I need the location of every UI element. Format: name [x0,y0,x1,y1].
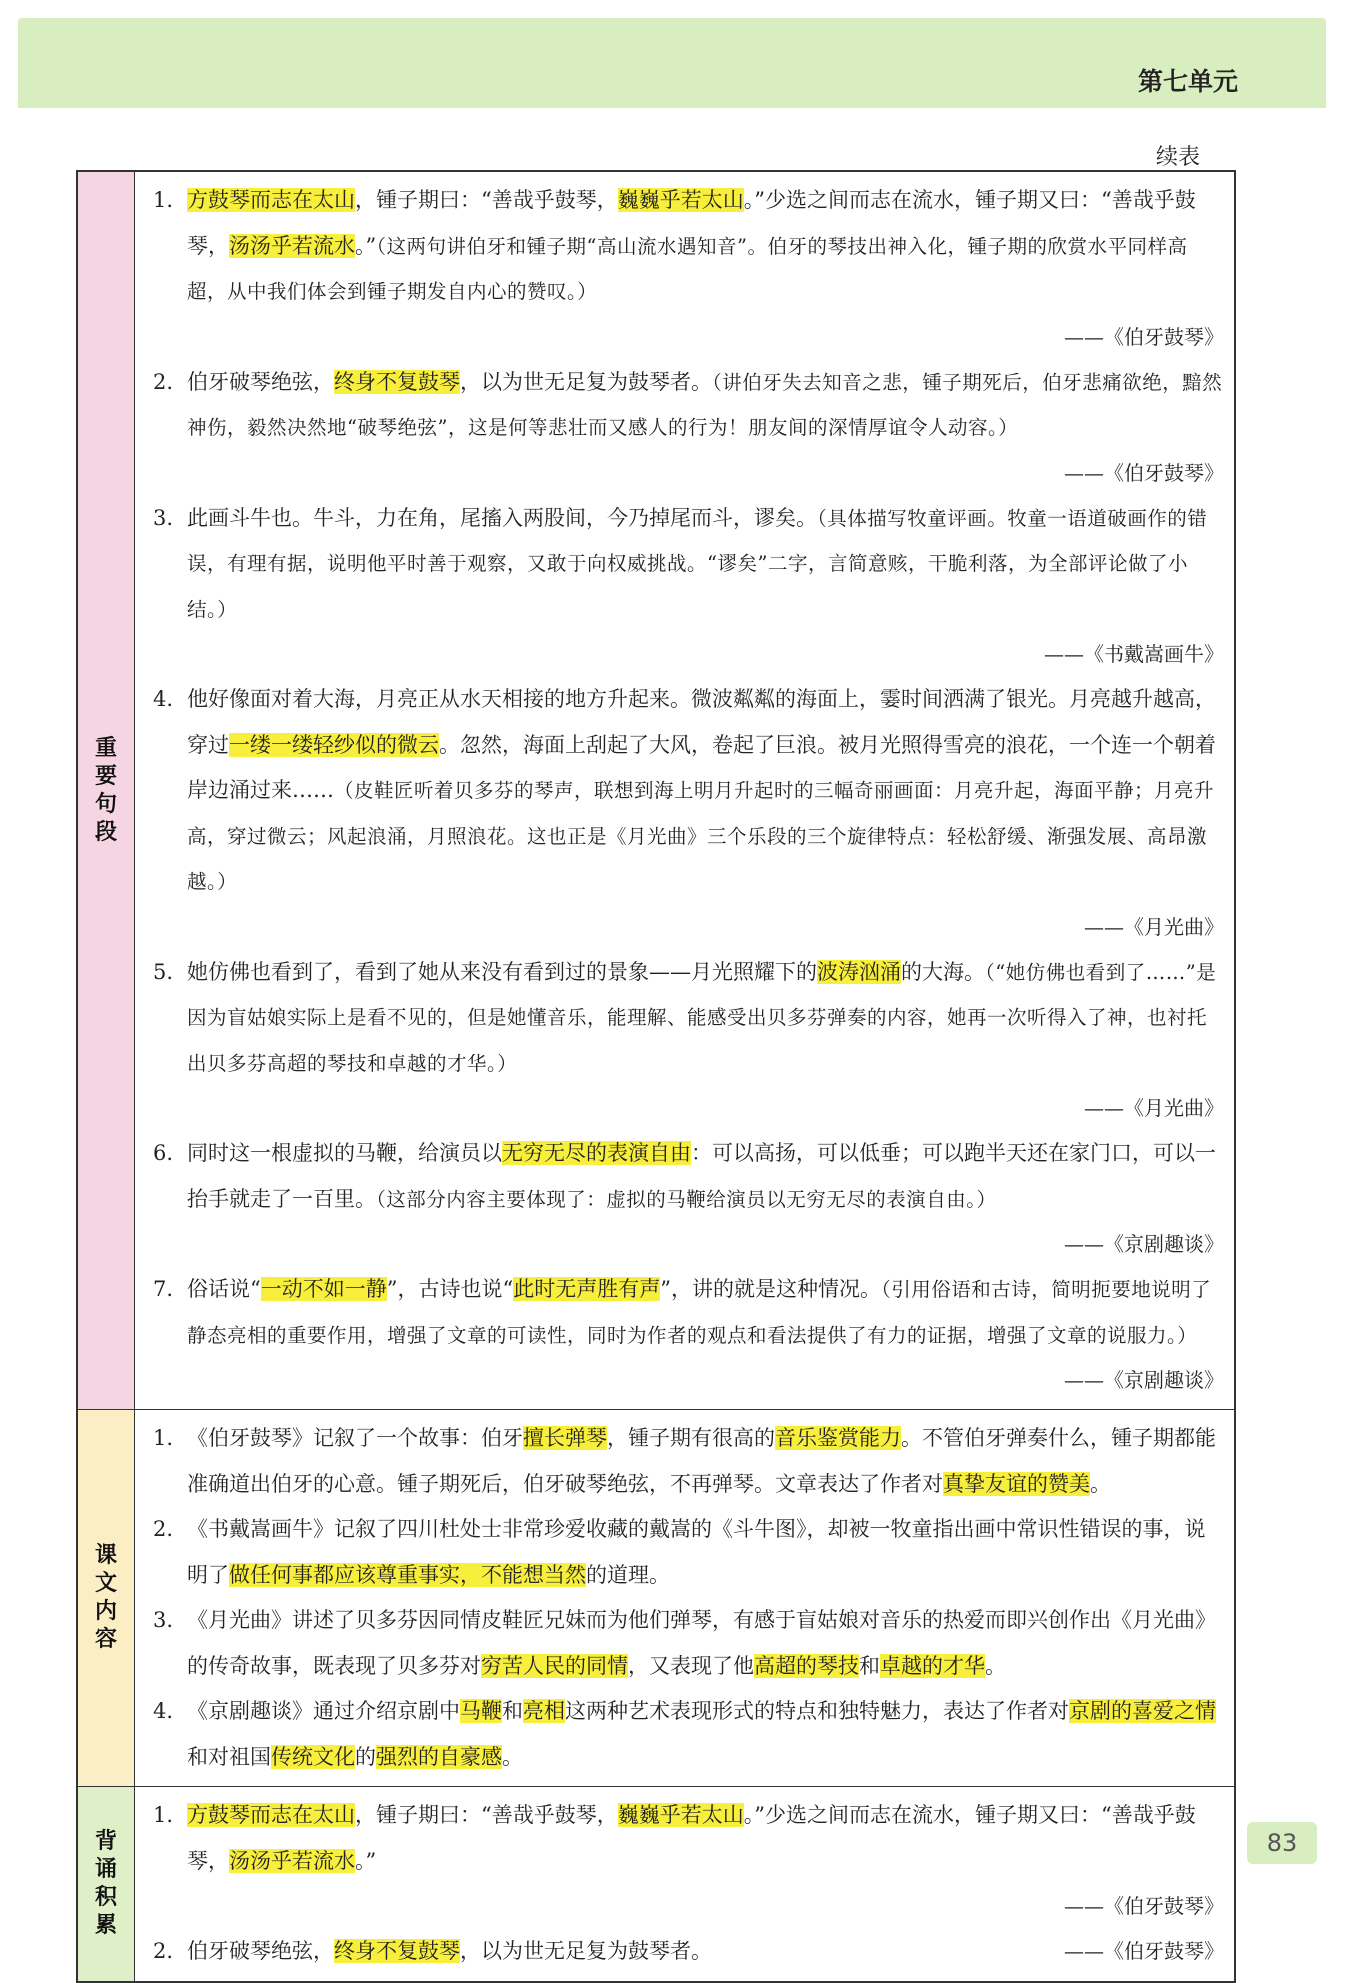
body-text: 和 [859,1653,880,1678]
item-number: 2. [153,369,174,394]
body-text: 和对祖国 [187,1744,271,1769]
body-text: 和 [502,1699,523,1723]
highlighted-text: 此时无声胜有声 [513,1277,661,1301]
body-text: 。”少选之间而志在流水，锺子期又曰：“善哉乎鼓琴， [187,188,1196,258]
annotation-text: （具体描写牧童评画。牧童一语道破画作的错误，有理有据，说明他平时善于观察，又敢于向权威挑战。“谬矣”二字，言简意赅，干脆利落，为全部评论做了小结。） [187,506,1208,621]
list-item [153,1598,1224,1689]
highlighted-text: 终身不复鼓琴 [334,369,460,394]
body-text: 伯牙破琴绝弦， [187,369,334,394]
highlighted-text: 无穷无尽的表演自由 [502,1141,691,1165]
body-text: ，锺子期有很高的 [607,1426,775,1450]
highlighted-text: 亮相 [523,1699,565,1723]
section-row-key-sentences [77,171,1235,1410]
section-row-text-content [77,1410,1235,1787]
item-number: 6. [153,1141,174,1165]
highlighted-text: 真挚友谊的赞美 [943,1471,1090,1496]
body-text: ，锺子期曰：“善哉乎鼓琴， [355,188,618,212]
highlighted-text: 一缕一缕轻纱似的微云 [229,732,439,757]
continued-label: 续表 [1155,145,1200,170]
unit-title: 第七单元 [1137,67,1238,96]
highlighted-text: 方鼓琴而志在太山 [187,1803,355,1827]
body-text: ，以为世无足复为鼓琴者。 [460,1939,712,1963]
annotation-text: （皮鞋匠听着贝多芬的琴声，联想到海上明月升起时的三幅奇丽画面：月亮升起，海面平静；月亮升高，穿过微云；风起浪涌，月照浪花。这也正是《月光曲》三个乐段的三个旋律特点：轻松舒缓、渐强发展、高昂激越。） [187,779,1215,893]
annotation-text: （这两句讲伯牙和锺子期“高山流水遇知音”。伯牙的琴技出神入化，锺子期的欣赏水平同样高超，从中我们体会到锺子期发自内心的赞叹。） [187,234,1188,303]
item-number: 3. [153,505,174,530]
highlighted-text: 高超的琴技 [754,1653,859,1678]
body-text: ，锺子期曰：“善哉乎鼓琴， [355,1803,618,1827]
body-text: 伯牙破琴绝弦， [187,1939,334,1963]
body-text: 。 [502,1744,523,1769]
highlighted-text: 传统文化 [271,1744,355,1769]
source-citation: ——《伯牙鼓琴》 [1064,324,1224,349]
list-item [153,1929,1224,1975]
body-text: 。”少选之间而志在流水，锺子期又曰：“善哉乎鼓琴， [187,1803,1196,1873]
list-item [153,496,1224,678]
body-text: ”，古诗也说“ [386,1277,514,1301]
list-item [153,360,1224,496]
body-text: ：可以高扬，可以低垂；可以跑半天还在家门口，可以一抬手就走了一百里。 [187,1141,1216,1211]
item-number: 3. [153,1608,174,1632]
list-item [153,950,1224,1132]
list-item [153,1131,1224,1267]
source-citation: ——《京剧趣谈》 [1064,1368,1224,1392]
body-text: 同时这一根虚拟的马鞭，给演员以 [187,1141,502,1165]
highlighted-text: 音乐鉴赏能力 [775,1426,901,1450]
highlighted-text: 终身不复鼓琴 [334,1939,460,1963]
source-citation: ——《京剧趣谈》 [1064,1232,1224,1256]
item-number: 4. [153,687,174,711]
item-number: 1. [153,188,174,212]
header-band [18,18,1326,108]
body-text: 。” [355,233,377,258]
highlighted-text: 京剧的喜爱之情 [1069,1699,1216,1723]
list-item [153,677,1224,950]
body-text: 《伯牙鼓琴》记叙了一个故事：伯牙 [187,1426,523,1450]
source-citation: ——《伯牙鼓琴》 [1064,460,1224,485]
highlighted-text: 汤汤乎若流水 [229,1848,355,1873]
page-number: 83 [1247,1822,1317,1864]
list-item [153,1689,1224,1780]
section-content [135,1787,1236,1982]
list-item [153,1416,1224,1507]
highlighted-text: 巍巍乎若太山 [617,1803,744,1827]
annotation-text: （“她仿佛也看到了……”是因为盲姑娘实际上是看不见的，但是她懂音乐，能理解、能感受出贝多芬弹奏的内容，她再一次听得入了神，也衬托出贝多芬高超的琴技和卓越的才华。） [187,960,1217,1075]
annotation-text: （讲伯牙失去知音之悲，锺子期死后，伯牙悲痛欲绝，黯然神伤，毅然决然地“破琴绝弦”，这是何等悲壮而又感人的行为！朋友间的深情厚谊令人动容。） [187,370,1223,439]
body-text: 《月光曲》讲述了贝多芬因同情皮鞋匠兄妹而为他们弹琴，有感于盲姑娘对音乐的热爱而即兴创作出《月光曲》的传奇故事，既表现了贝多芬对 [187,1608,1216,1678]
body-text: 《京剧趣谈》通过介绍京剧中 [187,1699,460,1723]
item-number: 2. [153,1517,174,1541]
body-text: 的道理。 [586,1562,670,1587]
item-number: 5. [153,959,174,984]
body-text: 的 [355,1744,376,1769]
body-text: 这两种艺术表现形式的特点和独特魅力，表达了作者对 [565,1699,1069,1723]
highlighted-text: 做任何事都应该尊重事实，不能想当然 [229,1562,586,1587]
body-text: 她仿佛也看到了，看到了她从来没有看到过的景象——月光照耀下的 [187,959,817,984]
highlighted-text: 强烈的自豪感 [376,1744,502,1769]
body-text: 。忽然，海面上刮起了大风，卷起了巨浪。被月光照得雪亮的浪花，一个连一个朝着岸边涌过来…… [187,732,1216,802]
section-content [135,171,1236,1410]
source-citation: ——《月光曲》 [1084,1096,1224,1120]
source-citation: ——《伯牙鼓琴》 [1064,1939,1224,1963]
item-number: 4. [153,1699,174,1723]
source-citation: ——《伯牙鼓琴》 [1064,1894,1224,1918]
body-text: 《书戴嵩画牛》记叙了四川杜处士非常珍爱收藏的戴嵩的《斗牛图》，却被一牧童指出画中常识性错误的事，说明了 [187,1517,1206,1587]
highlighted-text: 穷苦人民的同情 [481,1653,628,1678]
body-text: 俗话说“ [187,1277,261,1301]
summary-table [76,170,1236,1983]
body-text: 他好像面对着大海，月亮正从水天相接的地方升起来。微波粼粼的海面上，霎时间洒满了银光。月亮越升越高，穿过 [187,687,1216,757]
body-text: 。 [1090,1471,1111,1496]
highlighted-text: 方鼓琴而志在太山 [187,188,355,212]
item-number: 1. [153,1803,174,1827]
body-text: ”，讲的就是这种情况。 [660,1277,881,1301]
list-item [153,1507,1224,1598]
highlighted-text: 汤汤乎若流水 [229,233,355,258]
body-text: 。” [355,1848,377,1873]
highlighted-text: 卓越的才华 [880,1653,985,1678]
highlighted-text: 一动不如一静 [260,1277,387,1301]
annotation-text: （引用俗语和古诗，简明扼要地说明了静态亮相的重要作用，增强了文章的可读性，同时为作者的观点和看法提供了有力的证据，增强了文章的说服力。） [187,1278,1212,1347]
highlighted-text: 擅长弹琴 [523,1426,607,1450]
list-item [153,1267,1224,1403]
section-row-recitation [77,1787,1235,1982]
item-number: 1. [153,1426,174,1450]
body-text: 的大海。 [901,959,985,984]
item-number: 2. [153,1939,174,1963]
body-text: ，以为世无足复为鼓琴者。 [460,369,712,394]
item-number: 7. [153,1277,174,1301]
section-label: 重 要 句 段 [77,171,135,1410]
body-text: 此画斗牛也。牛斗，力在角，尾搐入两股间，今乃掉尾而斗，谬矣。 [187,505,817,530]
list-item [153,178,1224,360]
section-label: 课 文 内 容 [77,1410,135,1787]
source-citation: ——《月光曲》 [1084,914,1224,939]
highlighted-text: 马鞭 [460,1699,502,1723]
highlighted-text: 巍巍乎若太山 [617,188,744,212]
annotation-text: （这部分内容主要体现了：虚拟的马鞭给演员以无穷无尽的表演自由。） [376,1187,997,1211]
section-label: 背 诵 积 累 [77,1787,135,1982]
section-content [135,1410,1236,1787]
body-text: 。不管伯牙弹奏什么，锺子期都能准确道出伯牙的心意。锺子期死后，伯牙破琴绝弦，不再弹琴。文章表达了作者对 [187,1426,1216,1496]
highlighted-text: 波涛汹涌 [817,959,901,984]
body-text: ，又表现了他 [628,1653,754,1678]
body-text: 。 [985,1653,1006,1678]
source-citation: ——《书戴嵩画牛》 [1044,642,1224,666]
list-item [153,1793,1224,1929]
